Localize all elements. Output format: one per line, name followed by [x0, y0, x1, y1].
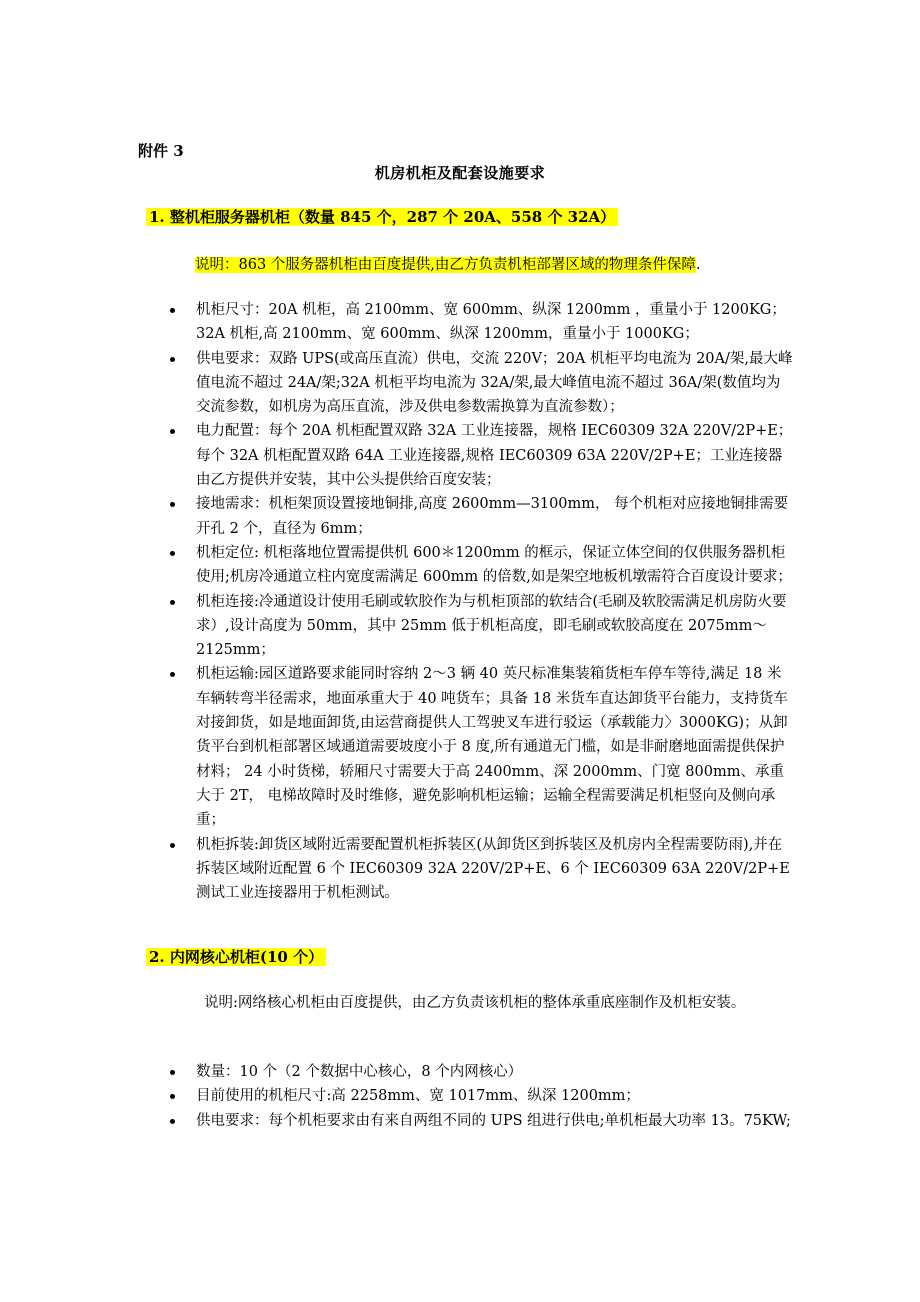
- list-item: 目前使用的机柜尺寸:高 2258mm、宽 1017mm、纵深 1200mm；: [168, 1084, 793, 1108]
- section-2-note: 说明:网络核心机柜由百度提供，由乙方负责该机柜的整体承重底座制作及机柜安装。: [204, 995, 746, 1011]
- bullet-icon: [170, 1070, 175, 1075]
- section-1-note-tail: .: [695, 257, 701, 273]
- list-item: 机柜拆装:卸货区域附近需要配置机柜拆装区(从卸货区到拆装区及机房内全程需要防雨),并在拆装区域附近配置 6 个 IEC60309 32A 220V/2P+E、6 个 IEC60309 63A 220V/2P+E 测试工业连接器用于机柜测试。: [168, 833, 793, 906]
- section-1-note: [195, 254, 701, 277]
- section-1-note-text: 说明：863 个服务器机柜由百度提供,由乙方负责机柜部署区域的物理条件保障: [195, 257, 696, 273]
- list-item: 机柜尺寸：20A 机柜，高 2100mm、宽 600mm、纵深 1200mm ，重量小于 1200KG；32A 机柜,高 2100mm、宽 600mm、纵深 1200mm，重量小于 1000KG；: [168, 298, 793, 347]
- bullet-icon: [170, 308, 175, 313]
- section-1-list: [168, 298, 793, 905]
- bullet-icon: [170, 357, 175, 362]
- section-2-heading: [146, 946, 326, 968]
- list-item: 供电要求：双路 UPS(或高压直流）供电，交流 220V；20A 机柜平均电流为 20A/架,最大峰值电流不超过 24A/架;32A 机柜平均电流为 32A/架,最大峰值电流不超过 36A/架(数值均为交流参数，如机房为高压直流，涉及供电参数需换算为直流参数）；: [168, 347, 793, 420]
- bullet-icon: [170, 843, 175, 848]
- bullet-icon: [170, 1119, 175, 1124]
- section-2-heading-text: 2. 内网核心机柜(10 个）: [146, 948, 326, 966]
- section-2-list: [168, 1060, 793, 1133]
- list-item: 机柜连接:冷通道设计使用毛刷或软胶作为与机柜顶部的软结合(毛刷及软胶需满足机房防火要求）,设计高度为 50mm，其中 25mm 低于机柜高度，即毛刷或软胶高度在 2075mm～2125mm；: [168, 590, 793, 663]
- bullet-icon: [170, 551, 175, 556]
- list-item: 机柜运输:园区道路要求能同时容纳 2～3 辆 40 英尺标准集装箱货柜车停车等待,满足 18 米车辆转弯半径需求，地面承重大于 40 吨货车；具备 18 米货车直达卸货平台能力，支持货车对接卸货，如是地面卸货,由运营商提供人工驾驶叉车进行驳运（承载能力〉3000KG)；从卸货平台到机柜部署区域通道需要坡度小于 8 度,所有通道无门槛，如是非耐磨地面需提供保护材料； 24 小时货梯，轿厢尺寸需要大于高 2400mm、深 2000mm、门宽 800mm、承重大于 2T， 电梯故障时及时维修，避免影响机柜运输；运输全程需要满足机柜竖向及侧向承重；: [168, 662, 793, 832]
- bullet-icon: [170, 600, 175, 605]
- list-item: 接地需求：机柜架顶设置接地铜排,高度 2600mm—3100mm， 每个机柜对应接地铜排需要开孔 2 个，直径为 6mm；: [168, 492, 793, 541]
- page-title: 机房机柜及配套设施要求: [374, 164, 546, 182]
- bullet-icon: [170, 429, 175, 434]
- bullet-icon: [170, 502, 175, 507]
- list-item: 供电要求：每个机柜要求由有来自两组不同的 UPS 组进行供电;单机柜最大功率 13。75KW;: [168, 1109, 793, 1133]
- attachment-label: 附件 3: [138, 142, 184, 160]
- section-1-heading-text: 1. 整机柜服务器机柜（数量 845 个，287 个 20A、558 个 32A）: [146, 208, 618, 226]
- list-item: 电力配置：每个 20A 机柜配置双路 32A 工业连接器，规格 IEC60309 32A 220V/2P+E；每个 32A 机柜配置双路 64A 工业连接器,规格 IEC60309 63A 220V/2P+E；工业连接器由乙方提供并安装，其中公头提供给百度安装；: [168, 419, 793, 492]
- bullet-icon: [170, 1094, 175, 1099]
- section-1-heading: [146, 206, 618, 228]
- bullet-icon: [170, 672, 175, 677]
- list-item: 机柜定位: 机柜落地位置需提供机 600＊1200mm 的框示，保证立体空间的仅供服务器机柜使用;机房冷通道立柱内宽度需满足 600mm 的倍数,如是架空地板机墩需符合百度设计要求；: [168, 541, 793, 590]
- list-item: 数量：10 个（2 个数据中心核心，8 个内网核心）: [168, 1060, 793, 1084]
